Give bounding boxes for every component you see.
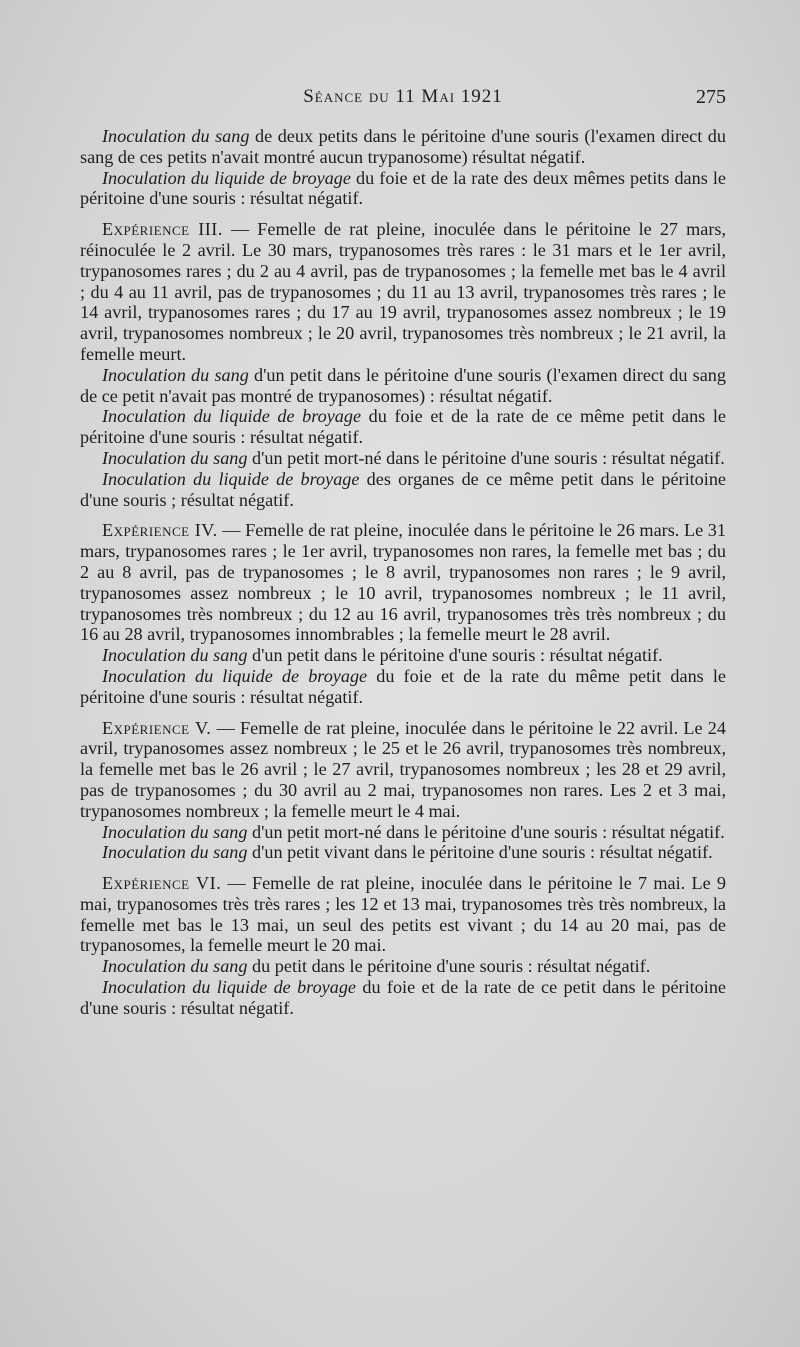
paragraph-italic: Inoculation du liquide de broyage [102,406,362,427]
page-number: 275 [696,86,726,108]
paragraph [80,666,726,708]
paragraph-text: du foie et de la rate des deux mêmes petits dans le péritoine d'une souris : résultat négatif. [80,167,726,209]
paragraph [80,126,726,168]
paragraph-text: d'un petit dans le péritoine d'une souris : résultat négatif. [247,645,663,666]
paragraph-italic: Inoculation du sang [102,126,250,146]
paragraph-italic: Inoculation du sang [102,645,248,666]
paragraph-italic: Inoculation du sang [102,956,248,977]
paragraph-text: — Femelle de rat pleine, inoculée dans le péritoine le 7 mai. Le 9 mai, trypanosomes très très rares ; les 12 et 13 mai, trypanosomes très très nombreux, la femelle met bas le 13 mai, un seul des petits est vivant ; du 14 au 20 mai, pas de trypanosomes, la femelle meurt le 20 mai. [80,873,726,956]
paragraph-italic: Inoculation du sang [102,447,248,468]
experiment-paragraph [80,219,726,365]
paragraph-text: du foie et de la rate de ce petit dans le péritoine d'une souris : résultat négatif. [80,977,726,1018]
paragraph-italic: Inoculation du liquide de broyage [102,167,351,188]
experiment-paragraph [80,718,726,822]
experiment-label: Expérience III. [102,219,223,240]
paragraph [80,469,726,511]
paragraph [80,956,726,977]
paragraph-italic: Inoculation du sang [102,821,248,842]
paragraph [80,822,726,843]
paragraph-text: — Femelle de rat pleine, inoculée dans le péritoine le 27 mars, réinoculée le 2 avril. Le 30 mars, trypanosomes très rares : le 31 mars et le 1er avril, trypanosomes rares ; du 2 au 4 avril, pas de trypanosomes ; la femelle met bas le 4 avril ; du 4 au 11 avril, pas de trypanosomes ; du 11 au 13 avril, trypanosomes très rares ; le 14 avril, trypanosomes rares ; du 17 au 19 avril, trypanosomes assez nombreux ; le 19 avril, trypanosomes nombreux ; le 20 avril, trypanosomes très nombreux ; le 21 avril, la femelle meurt. [80,219,727,364]
paragraph-text: du petit dans le péritoine d'une souris : résultat négatif. [247,956,651,977]
paragraph-italic: Inoculation du liquide de broyage [102,977,357,998]
body-text [80,126,726,1019]
paragraph-text: des organes de ce même petit dans le péritoine d'une souris ; résultat négatif. [80,468,726,510]
paragraph [80,168,726,210]
paragraph-text: d'un petit vivant dans le péritoine d'une souris : résultat négatif. [247,842,713,863]
experiment-label: Expérience IV. [102,520,218,541]
paragraph [80,842,726,863]
experiment-paragraph [80,873,726,956]
paragraph [80,365,726,407]
paragraph-text: du foie et de la rate de ce même petit dans le péritoine d'une souris : résultat négatif. [80,406,726,448]
paragraph-italic: Inoculation du liquide de broyage [102,665,368,686]
paragraph-text: — Femelle de rat pleine, inoculée dans le péritoine le 22 avril. Le 24 avril, trypanosomes assez nombreux ; le 25 et le 26 avril, trypanosomes très nombreux, la femelle met bas le 26 avril ; le 27 avril, trypanosomes nombreux ; les 28 et 29 avril, pas de trypanosomes ; du 30 avril au 2 mai, trypanosomes non rares. Les 2 et 3 mai, trypanosomes nombreux ; la femelle meurt le 4 mai. [80,717,726,821]
experiment-paragraph [80,520,726,645]
page-header [80,86,726,116]
paragraph-text: de deux petits dans le péritoine d'une souris (l'examen direct du sang de ces petits n'avait montré aucun trypanosome) résultat négatif. [80,126,726,167]
paragraph [80,406,726,448]
paragraph-italic: Inoculation du sang [102,842,248,863]
paragraph [80,448,726,469]
paragraph-text: d'un petit dans le péritoine d'une souris (l'examen direct du sang de ce petit n'avait pas montré de trypanosomes) : résultat négatif. [80,364,726,406]
paragraph-text: d'un petit mort-né dans le péritoine d'une souris : résultat négatif. [247,447,725,468]
paragraph-text: du foie et de la rate du même petit dans le péritoine d'une souris : résultat négatif. [80,665,726,707]
paragraph [80,645,726,666]
paragraph-text: d'un petit mort-né dans le péritoine d'une souris : résultat négatif. [247,821,725,842]
paragraph-italic: Inoculation du sang [102,364,249,385]
running-title: Séance du 11 Mai 1921 [303,86,503,107]
paragraph-italic: Inoculation du liquide de broyage [102,468,360,489]
experiment-label: Expérience VI. [102,873,222,894]
paragraph-text: — Femelle de rat pleine, inoculée dans le péritoine le 26 mars. Le 31 mars, trypanosomes rares ; le 1er avril, trypanosomes non rares, la femelle met bas ; du 2 au 8 avril, pas de trypanosomes ; le 8 avril, trypanosomes non rares ; le 9 avril, trypanosomes assez nombreux ; le 10 avril, trypanosomes nombreux ; le 11 avril, trypanosomes très nombreux ; du 12 au 16 avril, trypanosomes très très nombreux ; du 16 au 28 avril, trypanosomes innombrables ; la femelle meurt le 28 avril. [80,520,726,645]
experiment-label: Expérience V. [102,717,212,738]
paragraph [80,977,726,1019]
